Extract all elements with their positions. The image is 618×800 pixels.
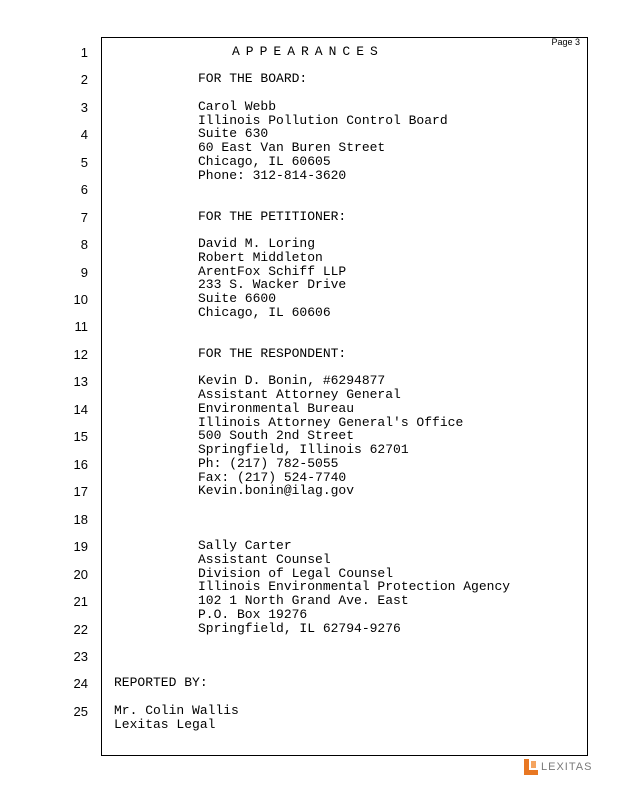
board-line: Chicago, IL 60605 — [198, 154, 331, 169]
respondent-line: Assistant Attorney General — [198, 387, 401, 402]
lexitas-logo — [524, 758, 592, 776]
line-number: 9 — [80, 265, 88, 280]
board-line: Phone: 312-814-3620 — [198, 168, 347, 183]
line-number: 14 — [73, 402, 88, 417]
petitioner-line: David M. Loring — [198, 236, 316, 251]
respondent-line: Ph: (217) 782-5055 — [198, 456, 339, 471]
line-number: 1 — [80, 45, 88, 60]
respondent-heading: FOR THE RESPONDENT: — [198, 346, 347, 361]
board-line: 60 East Van Buren Street — [198, 140, 386, 155]
line-number: 17 — [73, 484, 88, 499]
agency-line: 102 1 North Grand Ave. East — [198, 593, 409, 608]
line-number: 13 — [73, 374, 88, 389]
reported-by-heading: REPORTED BY: — [114, 675, 208, 690]
line-number: 19 — [73, 539, 88, 554]
line-number: 5 — [80, 155, 88, 170]
line-number: 23 — [73, 649, 88, 664]
petitioner-line: Suite 6600 — [198, 291, 277, 306]
line-number: 21 — [73, 594, 88, 609]
petitioner-line: 233 S. Wacker Drive — [198, 277, 347, 292]
line-number: 16 — [73, 457, 88, 472]
agency-line: Springfield, IL 62794-9276 — [198, 621, 401, 636]
board-line: Illinois Pollution Control Board — [198, 113, 448, 128]
line-number: 10 — [73, 292, 88, 307]
line-number: 15 — [73, 429, 88, 444]
line-number: 24 — [73, 676, 88, 691]
line-number: 22 — [73, 622, 88, 637]
agency-line: Assistant Counsel — [198, 552, 331, 567]
line-number: 18 — [73, 512, 88, 527]
board-line: Suite 630 — [198, 126, 269, 141]
respondent-line: Environmental Bureau — [198, 401, 355, 416]
respondent-line: Fax: (217) 524-7740 — [198, 470, 347, 485]
petitioner-heading: FOR THE PETITIONER: — [198, 209, 347, 224]
respondent-line: 500 South 2nd Street — [198, 428, 355, 443]
line-number: 3 — [80, 100, 88, 115]
respondent-line: Kevin D. Bonin, #6294877 — [198, 373, 386, 388]
agency-line: P.O. Box 19276 — [198, 607, 308, 622]
reporter-line: Lexitas Legal — [114, 717, 216, 732]
petitioner-line: ArentFox Schiff LLP — [198, 264, 347, 279]
respondent-line: Illinois Attorney General's Office — [198, 415, 464, 430]
agency-line: Division of Legal Counsel — [198, 566, 394, 581]
line-number: 4 — [80, 127, 88, 142]
line-number: 7 — [80, 210, 88, 225]
page-number-label: Page 3 — [551, 37, 580, 47]
reporter-line: Mr. Colin Wallis — [114, 703, 239, 718]
page-title: APPEARANCES — [232, 44, 384, 59]
board-line: Carol Webb — [198, 99, 277, 114]
lexitas-logo-icon — [524, 759, 538, 775]
line-number: 20 — [73, 567, 88, 582]
line-number: 11 — [74, 319, 88, 334]
petitioner-line: Chicago, IL 60606 — [198, 305, 331, 320]
agency-line: Illinois Environmental Protection Agency — [198, 579, 511, 594]
respondent-email: Kevin.bonin@ilag.gov — [198, 483, 355, 498]
line-number: 8 — [80, 237, 88, 252]
lexitas-logo-text: LEXITAS — [541, 761, 593, 773]
agency-line: Sally Carter — [198, 538, 292, 553]
respondent-line: Springfield, Illinois 62701 — [198, 442, 409, 457]
line-number: 12 — [73, 347, 88, 362]
line-number: 6 — [80, 182, 88, 197]
line-number: 2 — [80, 72, 88, 87]
petitioner-line: Robert Middleton — [198, 250, 323, 265]
board-heading: FOR THE BOARD: — [198, 71, 308, 86]
line-number: 25 — [73, 704, 88, 719]
